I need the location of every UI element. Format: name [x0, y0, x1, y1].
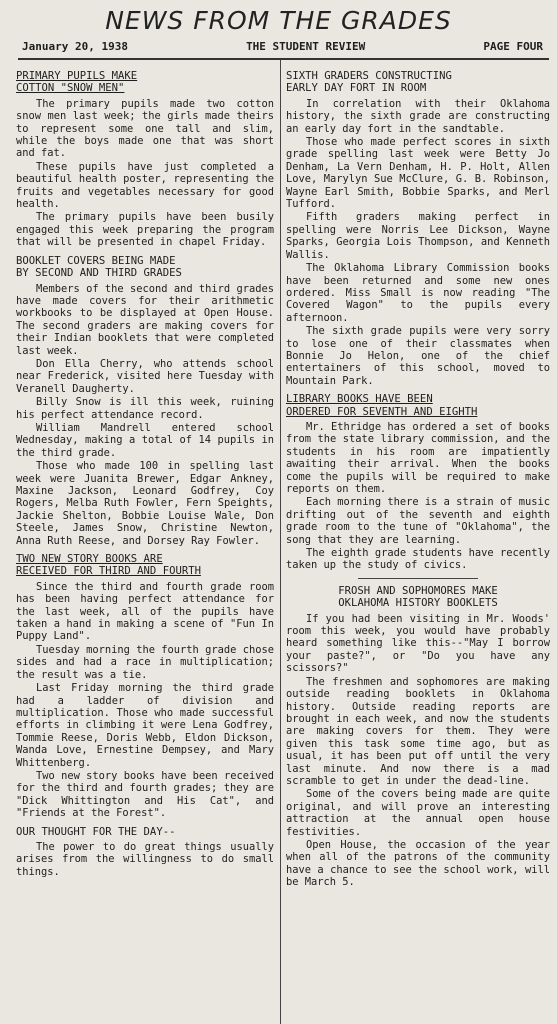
section-divider	[358, 578, 478, 579]
article-paragraph: Don Ella Cherry, who attends school near Frederick, visited here Tuesday with Veranell Daugherty.	[16, 357, 274, 395]
column-divider	[280, 60, 281, 1024]
article-paragraph: The sixth grade pupils were very sorry to lose one of their classmates when Bonnie Jo Helon, one of the chief entertainers of this school, moved to Mountain Park.	[286, 325, 550, 387]
article-thought-for-day	[16, 826, 274, 879]
article-headline: SIXTH GRADERS CONSTRUCTING EARLY DAY FORT IN ROOM	[286, 70, 452, 95]
article-paragraph: Since the third and fourth grade room has been having perfect attendance for the last week, all of the pupils have taken a hand in making a scene of "Fun In Puppy Land".	[16, 580, 274, 643]
article-headline: LIBRARY BOOKS HAVE BEEN ORDERED FOR SEVENTH AND EIGHTH	[286, 393, 478, 418]
article-paragraph: The primary pupils made two cotton snow men last week; the girls made theirs to represent some one tall and slim, while the boys made one that was short and fat.	[16, 97, 274, 160]
left-column	[16, 64, 274, 882]
article-paragraph: Two new story books have been received for the third and fourth grades; they are "Dick Whittington and His Cat", and "Friends at the Forest".	[16, 769, 274, 820]
article-paragraph: The eighth grade students have recently taken up the study of civics.	[286, 547, 550, 572]
article-frosh-sophomores	[286, 585, 550, 889]
article-paragraph: The freshmen and sophomores are making outside reading booklets in Oklahoma history. Outside reading reports are brought in each week, and now the students are making covers for them. They were given this task some time ago, but as usual, it has been put off until the very last minute. And now there is a mad scramble to get in under the dead-line.	[286, 675, 550, 787]
article-primary-pupils	[16, 70, 274, 249]
masthead-title: NEWS FROM THE GRADES	[105, 6, 452, 35]
article-paragraph: Tuesday morning the fourth grade chose sides and had a race in multiplication; the result was a tie.	[16, 643, 274, 681]
article-paragraph: Those who made perfect scores in sixth grade spelling last week were Betty Jo Denham, La Vern Denham, H. P. Holt, Allen Love, Marylyn Sue McClure, G. B. Robinson, Wayne Earl Smith, Bobbie Sparks, and Merl Tufford.	[286, 136, 550, 211]
article-headline: BOOKLET COVERS BEING MADE BY SECOND AND THIRD GRADES	[16, 254, 182, 280]
article-paragraph: Members of the second and third grades have made covers for their arithmetic workbooks to be displayed at Open House. The second graders are making covers for their Indian booklets that were completed last week.	[16, 282, 274, 357]
article-paragraph: In correlation with their Oklahoma history, the sixth grade are constructing an early day fort in the sandtable.	[286, 97, 550, 135]
article-headline: PRIMARY PUPILS MAKE COTTON "SNOW MEN"	[16, 70, 138, 95]
article-paragraph: The Oklahoma Library Commission books have been returned and some new ones ordered. Miss Small is now reading "The Covered Wagon" to the pupils every afternoon.	[286, 262, 550, 324]
article-paragraph: The primary pupils have been busily engaged this week preparing the program that will be presented in chapel Friday.	[16, 211, 274, 249]
article-booklet-covers	[16, 255, 274, 547]
article-paragraph: Those who made 100 in spelling last week were Juanita Brewer, Edgar Ankney, Maxine Jackson, Leonard Godfrey, Coy Rogers, Melba Ruth Fowler, Fern Speights, Jackie Shelton, Bobbie Louise Wale, Don Steele, James Snow, Christine Newton, Anna Ruth Reese, and Dorsey Ray Fowler.	[16, 460, 274, 547]
page-number: PAGE FOUR	[483, 40, 543, 53]
article-sixth-graders	[286, 70, 550, 387]
article-story-books	[16, 553, 274, 820]
issue-date: January 20, 1938	[22, 40, 128, 53]
right-column	[286, 64, 550, 893]
article-paragraph: Last Friday morning the third grade had a ladder of division and multiplication. Those who made successful efforts in climbing it were Lena Godfrey, Tommie Reese, Doris Webb, Eldon Dickson, Wanda Love, Ernestine Dempsey, and Mary Whittenberg.	[16, 682, 274, 769]
article-paragraph: The power to do great things usually arises from the willingness to do small things.	[16, 840, 274, 878]
article-headline: TWO NEW STORY BOOKS ARE RECEIVED FOR THIRD AND FOURTH	[16, 553, 201, 578]
article-paragraph: Open House, the occasion of the year when all of the patrons of the community have a chance to see the school work, will be March 5.	[286, 838, 550, 889]
article-paragraph: Mr. Ethridge has ordered a set of books from the state library commission, and the students in his room are impatiently awaiting their arrival. When the books come the pupils will be required to make reports on them.	[286, 420, 550, 495]
article-paragraph: William Mandrell entered school Wednesday, making a total of 14 pupils in the third grade.	[16, 421, 274, 459]
article-paragraph: Fifth graders making perfect in spelling were Norris Lee Dickson, Wayne Sparks, Georgia Lois Thompson, and Kenneth Wallis.	[286, 211, 550, 261]
article-paragraph: If you had been visiting in Mr. Woods' room this week, you would have probably heard something like this--"May I borrow your paste?", or "Do you have any scissors?"	[286, 612, 550, 675]
header-rule	[18, 58, 549, 60]
article-headline: OUR THOUGHT FOR THE DAY--	[16, 825, 176, 838]
article-paragraph: Each morning there is a strain of music drifting out of the seventh and eighth grade room to the tune of "Oklahoma", the song that they are learning.	[286, 496, 550, 546]
article-paragraph: These pupils have just completed a beautiful health poster, representing the fruits and vegetables necessary for good health.	[16, 160, 274, 211]
paper-name: THE STUDENT REVIEW	[246, 40, 366, 53]
article-paragraph: Some of the covers being made are quite original, and will prove an interesting attraction at the annual open house festivities.	[286, 788, 550, 838]
dateline	[22, 40, 543, 56]
article-library-books	[286, 393, 550, 572]
article-paragraph: Billy Snow is ill this week, ruining his perfect attendance record.	[16, 396, 274, 421]
article-headline: FROSH AND SOPHOMORES MAKE OKLAHOMA HISTORY BOOKLETS	[338, 584, 498, 610]
